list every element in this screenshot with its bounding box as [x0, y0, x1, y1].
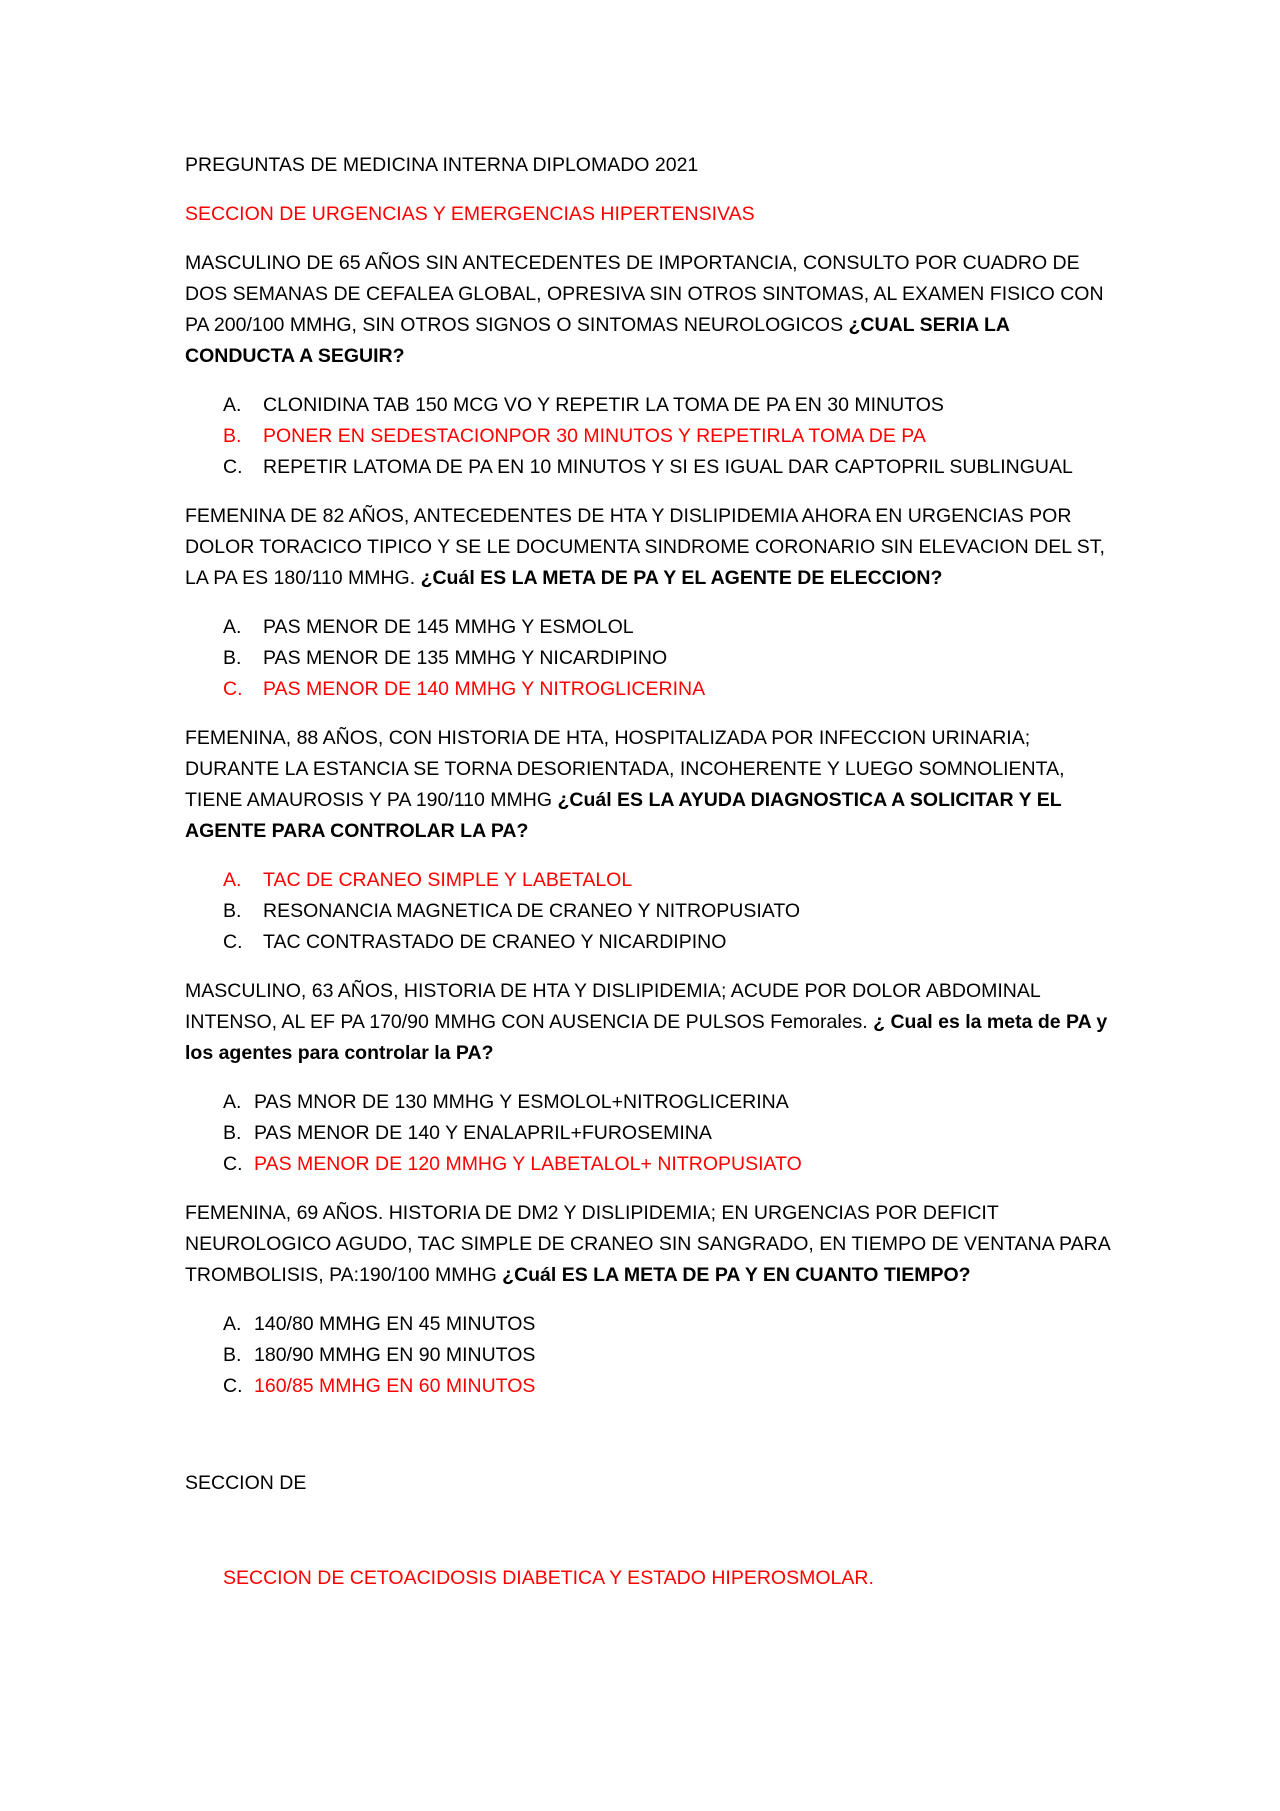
option-letter: A.	[223, 1091, 242, 1113]
question-3-options	[185, 865, 1110, 958]
option-item	[185, 1118, 1110, 1149]
question-2-options	[185, 612, 1110, 705]
option-item	[185, 927, 1110, 958]
option-item	[185, 643, 1110, 674]
option-text: PAS MENOR DE 135 MMHG Y NICARDIPINO	[263, 647, 668, 669]
option-letter: C.	[223, 1153, 243, 1175]
option-letter: B.	[223, 1122, 242, 1144]
question-3-stem: FEMENINA, 88 AÑOS, CON HISTORIA DE HTA, HOSPITALIZADA POR INFECCION URINARIA; DURANTE LA ESTANCIA SE TORNA DESORIENTADA, INCOHERENTE Y LUEGO SOMNOLIENTA, TIENE AMAUROSIS Y PA 190/110 MMHG	[185, 727, 1065, 811]
option-letter: A.	[223, 616, 242, 638]
option-text: REPETIR LATOMA DE PA EN 10 MINUTOS Y SI ES IGUAL DAR CAPTOPRIL SUBLINGUAL	[263, 456, 1073, 478]
question-5-stem: FEMENINA, 69 AÑOS. HISTORIA DE DM2 Y DISLIPIDEMIA; EN URGENCIAS POR DEFICIT NEUROLOGICO AGUDO, TAC SIMPLE DE CRANEO SIN SANGRADO, EN TIEMPO DE VENTANA PARA TROMBOLISIS, PA:190/100 MMHG	[185, 1202, 1110, 1286]
option-letter: C.	[223, 931, 243, 953]
question-1-stem: MASCULINO DE 65 AÑOS SIN ANTECEDENTES DE IMPORTANCIA, CONSULTO POR CUADRO DE DOS SEMANAS DE CEFALEA GLOBAL, OPRESIVA SIN OTROS SINTOMAS, AL EXAMEN FISICO CON PA 200/100 MMHG, SIN OTROS SIGNOS O SINTOMAS NEUROLOGICOS	[185, 252, 1104, 336]
question-2-ask: ¿Cuál ES LA META DE PA Y EL AGENTE DE ELECCION?	[420, 567, 943, 589]
option-item	[185, 452, 1110, 483]
question-5	[185, 1198, 1110, 1291]
option-text: RESONANCIA MAGNETICA DE CRANEO Y NITROPUSIATO	[263, 900, 801, 922]
option-item-correct	[185, 674, 1110, 705]
option-text: TAC DE CRANEO SIMPLE Y LABETALOL	[263, 869, 633, 891]
question-3-ask: ¿Cuál ES LA AYUDA DIAGNOSTICA A SOLICITAR Y EL AGENTE PARA CONTROLAR LA PA?	[185, 789, 1062, 842]
document-title: PREGUNTAS DE MEDICINA INTERNA DIPLOMADO 2021	[185, 154, 699, 176]
option-item	[185, 896, 1110, 927]
option-letter: B.	[223, 1344, 242, 1366]
option-text: PAS MENOR DE 120 MMHG Y LABETALOL+ NITROPUSIATO	[254, 1153, 802, 1175]
question-5-options	[185, 1309, 1110, 1402]
option-text: CLONIDINA TAB 150 MCG VO Y REPETIR LA TOMA DE PA EN 30 MINUTOS	[263, 394, 944, 416]
option-text: TAC CONTRASTADO DE CRANEO Y NICARDIPINO	[263, 931, 727, 953]
option-item-correct	[185, 421, 1110, 452]
option-text: 160/85 MMHG EN 60 MINUTOS	[254, 1375, 536, 1397]
question-1-options	[185, 390, 1110, 483]
option-text: 140/80 MMHG EN 45 MINUTOS	[254, 1313, 536, 1335]
option-letter: B.	[223, 647, 242, 669]
option-letter: A.	[223, 1313, 242, 1335]
option-text: PONER EN SEDESTACIONPOR 30 MINUTOS Y REPETIRLA TOMA DE PA	[263, 425, 926, 447]
option-letter: C.	[223, 456, 243, 478]
option-item-correct	[185, 1149, 1110, 1180]
spacer	[185, 1499, 1110, 1563]
option-text: 180/90 MMHG EN 90 MINUTOS	[254, 1344, 536, 1366]
option-text: PAS MNOR DE 130 MMHG Y ESMOLOL+NITROGLICERINA	[254, 1091, 789, 1113]
option-text: PAS MENOR DE 140 MMHG Y NITROGLICERINA	[263, 678, 706, 700]
option-text: PAS MENOR DE 140 Y ENALAPRIL+FUROSEMINA	[254, 1122, 712, 1144]
option-item	[185, 612, 1110, 643]
option-letter: C.	[223, 1375, 243, 1397]
option-letter: A.	[223, 394, 242, 416]
question-2-stem: FEMENINA DE 82 AÑOS, ANTECEDENTES DE HTA Y DISLIPIDEMIA AHORA EN URGENCIAS POR DOLOR TORACICO TIPICO Y SE LE DOCUMENTA SINDROME CORONARIO SIN ELEVACION DEL ST, LA PA ES 180/110 MMHG.	[185, 505, 1105, 589]
question-5-ask: ¿Cuál ES LA META DE PA Y EN CUANTO TIEMPO?	[502, 1264, 971, 1286]
section-heading-incomplete: SECCION DE	[185, 1472, 307, 1494]
question-4-stem: MASCULINO, 63 AÑOS, HISTORIA DE HTA Y DISLIPIDEMIA; ACUDE POR DOLOR ABDOMINAL INTENSO, AL EF PA 170/90 MMHG CON AUSENCIA DE PULSOS Femorales.	[185, 980, 1040, 1033]
question-4	[185, 976, 1110, 1069]
question-1	[185, 248, 1110, 372]
question-3	[185, 723, 1110, 847]
section-heading-urgencias: SECCION DE URGENCIAS Y EMERGENCIAS HIPERTENSIVAS	[185, 203, 755, 225]
section-heading-cetoacidosis: SECCION DE CETOACIDOSIS DIABETICA Y ESTADO HIPEROSMOLAR.	[223, 1567, 874, 1589]
document-body	[185, 150, 1110, 1594]
option-text: PAS MENOR DE 145 MMHG Y ESMOLOL	[263, 616, 634, 638]
option-letter: A.	[223, 869, 242, 891]
question-1-ask: ¿CUAL SERIA LA CONDUCTA A SEGUIR?	[185, 314, 1010, 367]
question-2	[185, 501, 1110, 594]
option-item	[185, 1340, 1110, 1371]
question-4-options	[185, 1087, 1110, 1180]
option-item-correct	[185, 1371, 1110, 1402]
option-letter: B.	[223, 900, 242, 922]
option-item-correct	[185, 865, 1110, 896]
option-item	[185, 1087, 1110, 1118]
option-letter: B.	[223, 425, 242, 447]
option-letter: C.	[223, 678, 243, 700]
question-4-ask: ¿ Cual es la meta de PA y los agentes para controlar la PA?	[185, 1011, 1108, 1064]
option-item	[185, 390, 1110, 421]
option-item	[185, 1309, 1110, 1340]
spacer	[185, 1420, 1110, 1468]
